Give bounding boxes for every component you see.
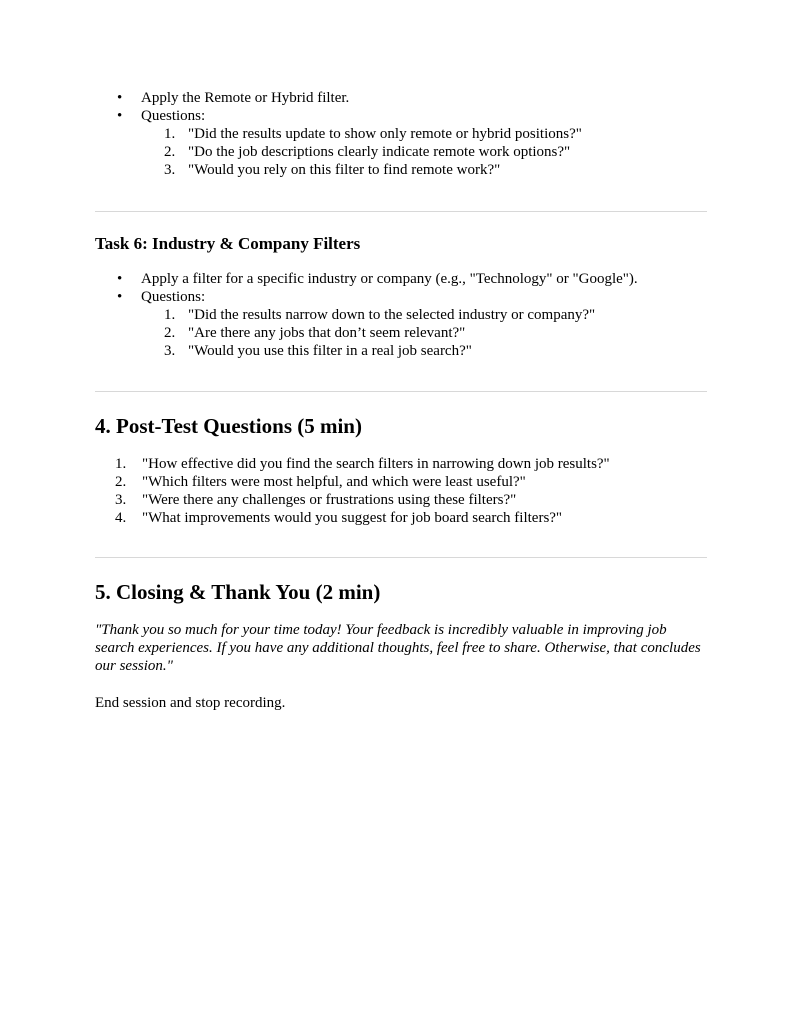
- question-text: "What improvements would you suggest for job board search filters?": [142, 510, 563, 526]
- list-item: [164, 306, 707, 324]
- section-divider: [95, 557, 707, 558]
- task5-bullet-list: [117, 89, 707, 179]
- list-number: 3.: [164, 162, 176, 178]
- list-item: [164, 125, 707, 143]
- bullet-text: Apply a filter for a specific industry or company (e.g., "Technology" or "Google").: [141, 271, 638, 287]
- bullet-text: Questions:: [141, 108, 206, 124]
- question-text: "Would you rely on this filter to find remote work?": [188, 162, 501, 178]
- task6-bullet-list: [117, 270, 707, 360]
- task6-bullet-apply-filter: [117, 270, 707, 288]
- list-number: 4.: [115, 510, 127, 526]
- task5-bullet-apply-filter: [117, 89, 707, 107]
- task6-heading: Task 6: Industry & Company Filters: [95, 234, 361, 253]
- question-text: "Did the results update to show only remote or hybrid positions?": [188, 126, 582, 142]
- list-item: [115, 473, 707, 491]
- question-text: "Did the results narrow down to the selected industry or company?": [188, 307, 596, 323]
- closing-final-note: End session and stop recording.: [95, 695, 286, 711]
- list-number: 1.: [164, 126, 176, 142]
- question-text: "Would you use this filter in a real job search?": [188, 343, 472, 359]
- list-number: 3.: [115, 492, 127, 508]
- task5-bullet-questions: [117, 107, 707, 179]
- task6-bullet-questions: [117, 288, 707, 360]
- section-divider: [95, 211, 707, 212]
- closing-quote: "Thank you so much for your time today! Your feedback is incredibly valuable in improving job search experiences. If you have any additional thoughts, feel free to share. Otherwise, that concludes our session.": [95, 622, 701, 674]
- list-number: 1.: [115, 456, 127, 472]
- list-item: [115, 509, 707, 527]
- list-number: 3.: [164, 343, 176, 359]
- question-text: "Are there any jobs that don’t seem relevant?": [188, 325, 466, 341]
- list-number: 2.: [164, 144, 176, 160]
- bullet-text: Questions:: [141, 289, 206, 305]
- list-number: 2.: [164, 325, 176, 341]
- list-item: [164, 161, 707, 179]
- question-text: "Which filters were most helpful, and which were least useful?": [142, 474, 526, 490]
- list-item: [164, 342, 707, 360]
- post-test-question-list: [115, 455, 707, 527]
- section-divider: [95, 391, 707, 392]
- list-item: [115, 491, 707, 509]
- post-test-heading: 4. Post-Test Questions (5 min): [95, 414, 362, 438]
- list-number: 1.: [164, 307, 176, 323]
- bullet-text: Apply the Remote or Hybrid filter.: [141, 90, 350, 106]
- list-item: [115, 455, 707, 473]
- question-text: "How effective did you find the search filters in narrowing down job results?": [142, 456, 610, 472]
- question-text: "Do the job descriptions clearly indicate remote work options?": [188, 144, 571, 160]
- question-text: "Were there any challenges or frustrations using these filters?": [142, 492, 517, 508]
- list-item: [164, 143, 707, 161]
- task5-question-list: [164, 125, 707, 179]
- task6-question-list: [164, 306, 707, 360]
- closing-heading: 5. Closing & Thank You (2 min): [95, 580, 381, 604]
- list-number: 2.: [115, 474, 127, 490]
- list-item: [164, 324, 707, 342]
